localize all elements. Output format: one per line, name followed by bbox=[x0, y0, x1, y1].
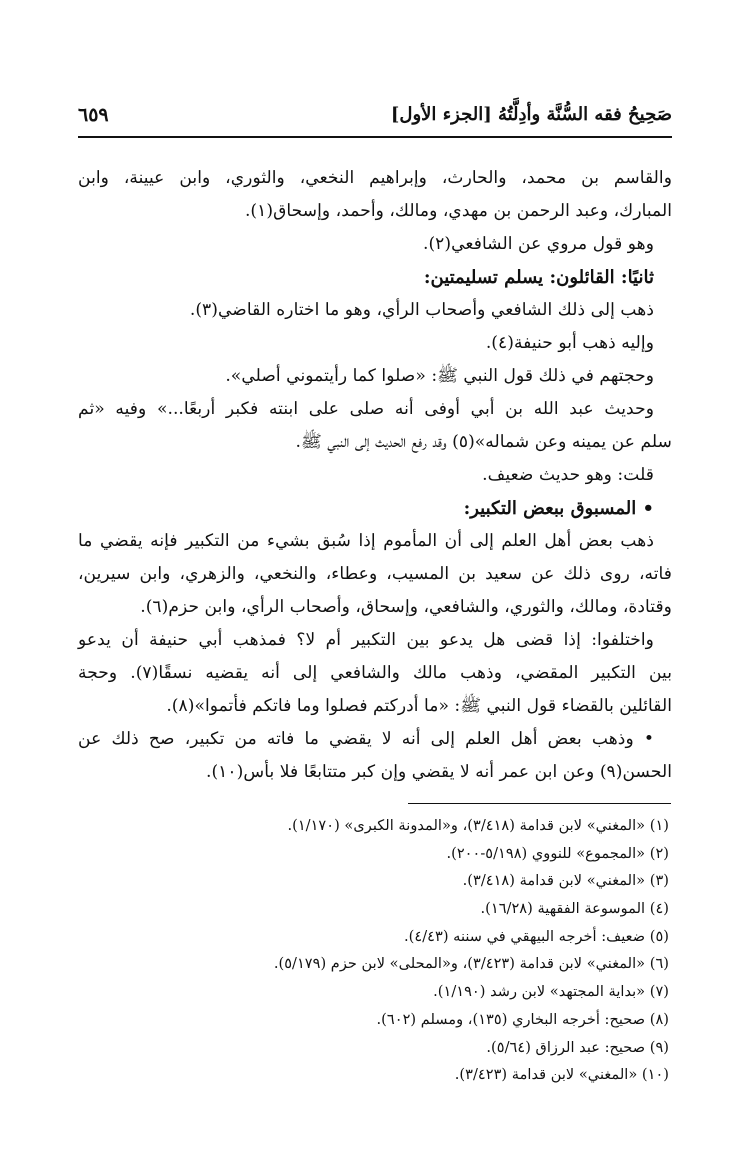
footnote: (٢) «المجموع» للنووي (٥/١٩٨-٢٠٠). bbox=[446, 844, 669, 862]
text-line: والقاسم بن محمد، والحارث، وإبراهيم النخعي، والثوري، وابن عيينة، وابن bbox=[78, 168, 672, 188]
text-line: وحديث عبد الله بن أبي أوفى أنه صلى على ابنته فكبر أربعًا...» وفيه «ثم bbox=[78, 399, 654, 419]
text-line: المبارك، وعبد الرحمن بن مهدي، ومالك، وأحمد، وإسحاق(١). bbox=[244, 201, 672, 221]
page-number: ٦٥٩ bbox=[78, 104, 109, 126]
footnote: (٣) «المغني» لابن قدامة (٣/٤١٨). bbox=[462, 872, 669, 890]
text-line: ذهب إلى ذلك الشافعي وأصحاب الرأي، وهو ما اختاره القاضي(٣). bbox=[189, 300, 654, 320]
footnote: (٩) صحيح: عبد الرزاق (٥/٦٤). bbox=[486, 1038, 669, 1056]
text-line: فاته، روى ذلك عن سعيد بن المسيب، وعطاء، والنخعي، والزهري، وابن سيرين، bbox=[78, 564, 672, 584]
footnote: (٤) الموسوعة الفقهية (١٦/٢٨). bbox=[480, 900, 669, 918]
section-heading: ثانيًا: القائلون: يسلم تسليمتين: bbox=[423, 267, 654, 288]
text-line: ذهب بعض أهل العلم إلى أن المأموم إذا سُبق بشيء من التكبير فإنه يقضي ما bbox=[78, 531, 654, 551]
book-title: صَحِيحُ فقه السُّنَّة وأدِلَّتُهُ [الجزء الأول] bbox=[390, 104, 672, 125]
text-line: الحسن(٩) وعن ابن عمر أنه لا يقضي وإن كبر متتابعًا فلا بأس(١٠). bbox=[205, 762, 672, 782]
text-line: سلم عن يمينه وعن شماله»(٥) وقد رفع الحديث إلى النبي ﷺ. bbox=[295, 432, 672, 452]
main-text bbox=[78, 162, 672, 789]
footnote: (٧) «بداية المجتهد» لابن رشد (١/١٩٠). bbox=[433, 983, 669, 1001]
footnote: (٨) صحيح: أخرجه البخاري (١٣٥)، ومسلم (٦٠٢). bbox=[376, 1010, 669, 1028]
text-line: • وذهب بعض أهل العلم إلى أنه لا يقضي ما فاته من تكبير، صح ذلك عن bbox=[78, 729, 654, 749]
text-line: وهو قول مروي عن الشافعي(٢). bbox=[423, 234, 654, 254]
footnote-rule bbox=[408, 803, 671, 804]
footnote: (١) «المغني» لابن قدامة (٣/٤١٨)، و«المدونة الكبرى» (١/١٧٠). bbox=[287, 817, 669, 834]
text-line: وحجتهم في ذلك قول النبي ﷺ: «صلوا كما رأيتموني أصلي». bbox=[225, 366, 654, 386]
text-line: وقتادة، ومالك، والثوري، والشافعي، وإسحاق، وأصحاب الرأي، وابن حزم(٦). bbox=[140, 597, 672, 617]
section-heading: • المسبوق ببعض التكبير: bbox=[463, 498, 654, 519]
footnotes bbox=[78, 812, 672, 1089]
text-line: قلت: وهو حديث ضعيف. bbox=[482, 465, 654, 485]
footnote: (٥) ضعيف: أخرجه البيهقي في سننه (٤/٤٣). bbox=[404, 927, 669, 945]
text-line: واختلفوا: إذا قضى هل يدعو بين التكبير أم لا؟ فمذهب أبي حنيفة أن يدعو bbox=[78, 630, 654, 650]
header-rule bbox=[78, 136, 672, 138]
running-header bbox=[78, 98, 672, 138]
text-line: وإليه ذهب أبو حنيفة(٤). bbox=[485, 333, 654, 353]
footnote: (٦) «المغني» لابن قدامة (٣/٤٢٣)، و«المحلى» لابن حزم (٥/١٧٩). bbox=[273, 955, 669, 973]
text-line: بين التكبير المقضي، وذهب مالك والشافعي إلى أنه يقضيه نسقًا(٧). وحجة bbox=[78, 663, 672, 683]
footnote: (١٠) «المغني» لابن قدامة (٣/٤٢٣). bbox=[454, 1066, 669, 1084]
text-line: القائلين بالقضاء قول النبي ﷺ: «ما أدركتم فصلوا وما فاتكم فأتموا»(٨). bbox=[166, 696, 672, 716]
